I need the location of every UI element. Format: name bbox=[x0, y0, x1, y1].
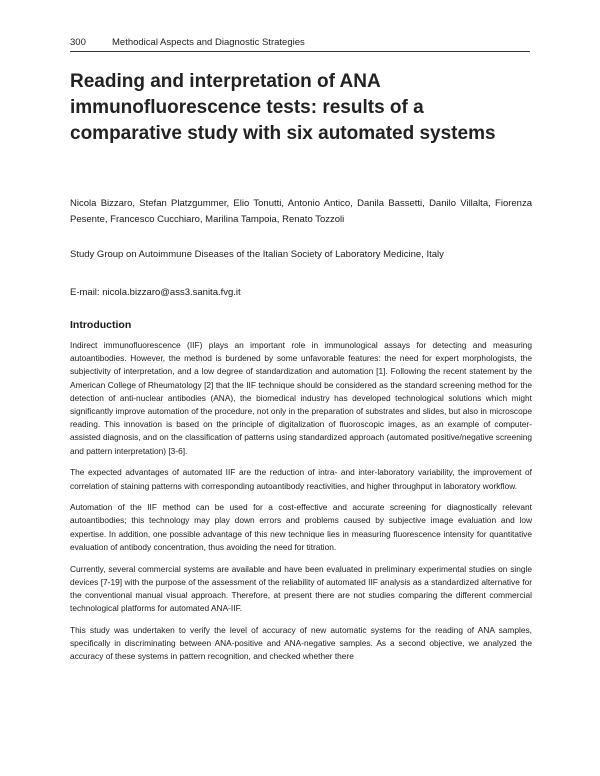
contact-email: E-mail: nicola.bizzaro@ass3.sanita.fvg.it bbox=[70, 287, 241, 298]
paragraph: Indirect immunofluorescence (IIF) plays an important role in immunological assays for detecting and measuring autoantibodies. However, the method is burdened by some unfavorable features: the need for expert morphologists, the subjectivity of interpretation, and a low degree of standardization and automation [1]. Following the recent statement by the American College of Rheumatology [2] that the IIF technique should be considered as the standard screening method for the detection of anti-nuclear antibodies (ANA), the biomedical industry has developed technological solutions which might significantly improve automation of the procedure, not only in the preparation of substrates and slides, but also in microscope reading. This innovation is based on the principle of digitalization of fluoroscopic images, as an example of computer-assisted diagnosis, and on the classification of patterns using standardized approach (automated positive/negative screening and pattern interpretation) [3-6]. bbox=[70, 340, 532, 456]
section-heading-introduction: Introduction bbox=[70, 319, 132, 331]
header-rule bbox=[70, 51, 530, 52]
running-header bbox=[70, 37, 530, 48]
paragraph: This study was undertaken to verify the level of accuracy of new automatic systems for the reading of ANA samples, specifically in discriminating between ANA-positive and ANA-negative samples. As a second objective, we analyzed the accuracy of these systems in pattern recognition, and checked whether there bbox=[70, 624, 532, 662]
running-title: Methodical Aspects and Diagnostic Strategies bbox=[112, 37, 305, 48]
affiliation: Study Group on Autoimmune Diseases of the Italian Society of Laboratory Medicine, Italy bbox=[70, 249, 444, 260]
author-list: Nicola Bizzaro, Stefan Platzgummer, Elio Tonutti, Antonio Antico, Danila Bassetti, Danilo Villalta, Fiorenza Pesente, Francesco Cucchiaro, Marilina Tampoia, Renato Tozzoli bbox=[70, 198, 532, 225]
paragraph: The expected advantages of automated IIF are the reduction of intra- and inter-laboratory variability, the improvement of correlation of staining patterns with corresponding autoantibody reactivities, and higher throughput in laboratory workflow. bbox=[70, 467, 532, 491]
paragraph: Currently, several commercial systems are available and have been evaluated in preliminary experimental studies on single devices [7-19] with the purpose of the assessment of the reliability of automated IIF analysis as a standardized alternative for the conventional manual visual approach. Therefore, at present there are not studies comparing the different commercial technological platforms for automated ANA-IIF. bbox=[70, 563, 532, 614]
introduction-body bbox=[70, 339, 532, 672]
paragraph: Automation of the IIF method can be used for a cost-effective and accurate screening for diagnostically relevant autoantibodies; this technology may play down errors and problems caused by subjective image evaluation and low expertise. In addition, one possible advantage of this new technique lies in measuring fluorescence intensity for quantitative evaluation of antibody concentration, thus avoiding the need for titration. bbox=[70, 502, 532, 552]
page-number: 300 bbox=[70, 37, 86, 48]
article-title: Reading and interpretation of ANA immunofluorescence tests: results of a comparative study with six automated systems bbox=[70, 71, 496, 144]
